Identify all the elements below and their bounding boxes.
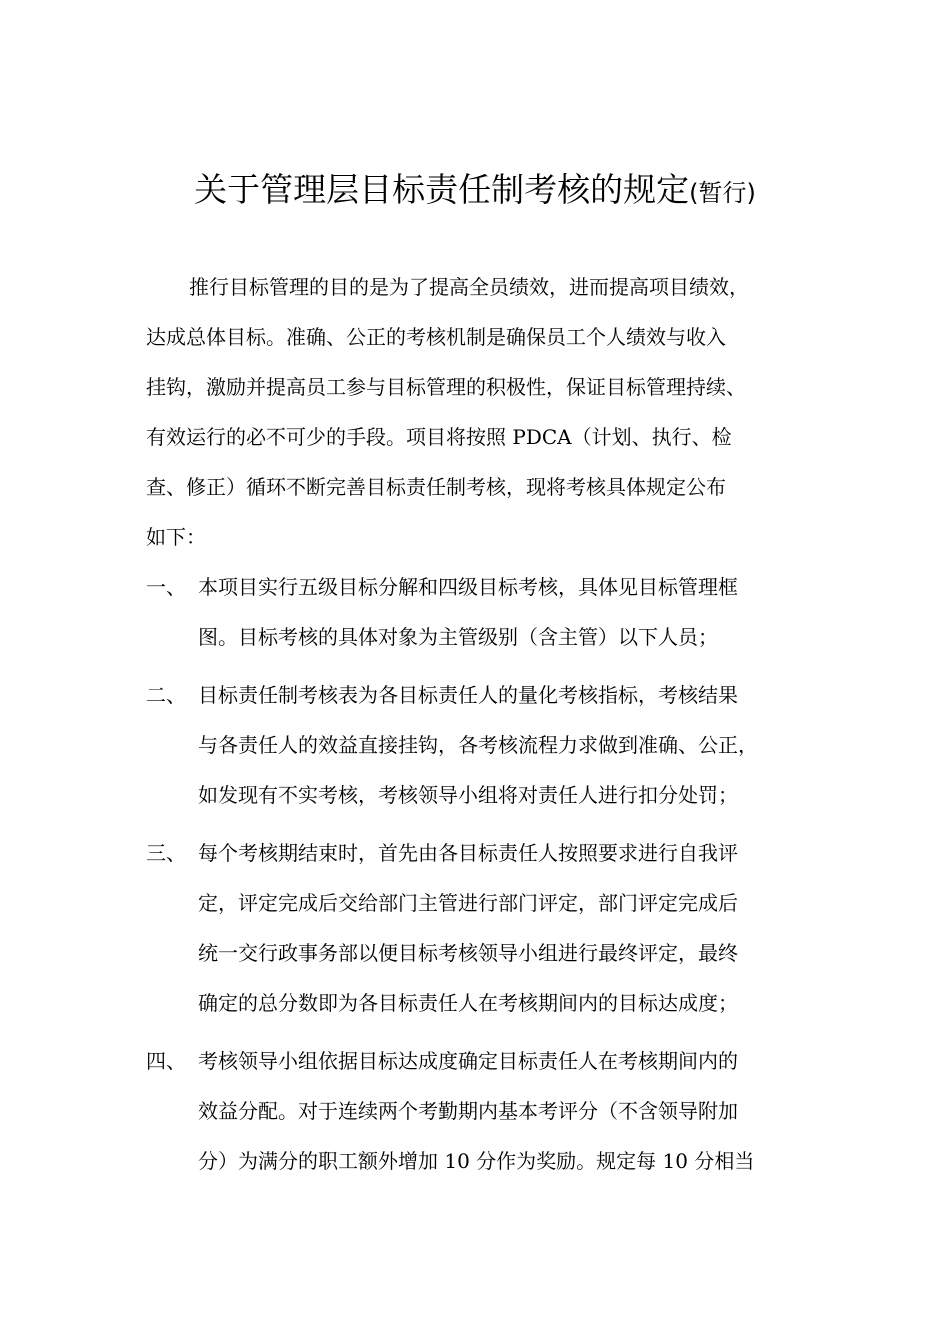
intro-line: 挂钩，激励并提高员工参与目标管理的积极性，保证目标管理持续、 (146, 375, 746, 399)
numbered-list (146, 562, 826, 1186)
document-title-suffix: (暂行) (689, 179, 756, 207)
list-item-line: 每个考核期结束时，首先由各目标责任人按照要求进行自我评 (198, 841, 738, 865)
intro-line: 有效运行的必不可少的手段。项目将按照 PDCA（计划、执行、检 (146, 425, 732, 449)
list-item-content (198, 562, 826, 662)
intro-line: 推行目标管理的目的是为了提高全员绩效，进而提高项目绩效， (189, 275, 749, 299)
intro-paragraph (146, 262, 818, 562)
list-item-marker: 四、 (146, 1049, 186, 1073)
list-item-content (198, 670, 826, 820)
intro-line: 如下： (146, 525, 206, 549)
list-item-line: 与各责任人的效益直接挂钩，各考核流程力求做到准确、公正， (198, 733, 758, 757)
list-item-line: 图。目标考核的具体对象为主管级别（含主管）以下人员； (198, 625, 718, 649)
list-item-content (198, 1036, 826, 1186)
list-item (146, 562, 826, 662)
intro-line: 查、修正）循环不断完善目标责任制考核，现将考核具体规定公布 (146, 475, 726, 499)
list-item-line: 分）为满分的职工额外增加 10 分作为奖励。规定每 10 分相当 (198, 1149, 755, 1173)
list-item-marker: 一、 (146, 575, 186, 599)
document-title (0, 160, 950, 223)
list-item-line: 本项目实行五级目标分解和四级目标考核，具体见目标管理框 (198, 575, 738, 599)
list-item-line: 目标责任制考核表为各目标责任人的量化考核指标，考核结果 (198, 683, 738, 707)
list-item (146, 670, 826, 820)
list-item-marker: 二、 (146, 683, 186, 707)
list-item (146, 1036, 826, 1186)
intro-line: 达成总体目标。准确、公正的考核机制是确保员工个人绩效与收入 (146, 325, 726, 349)
list-item-line: 如发现有不实考核，考核领导小组将对责任人进行扣分处罚； (198, 783, 738, 807)
list-item-line: 定，评定完成后交给部门主管进行部门评定，部门评定完成后 (198, 891, 738, 915)
list-item (146, 828, 826, 1028)
list-item-line: 效益分配。对于连续两个考勤期内基本考评分（不含领导附加 (198, 1099, 738, 1123)
list-item-line: 考核领导小组依据目标达成度确定目标责任人在考核期间内的 (198, 1049, 738, 1073)
document-title-text: 关于管理层目标责任制考核的规定 (194, 170, 690, 209)
list-item-marker: 三、 (146, 841, 186, 865)
list-item-line: 统一交行政事务部以便目标考核领导小组进行最终评定，最终 (198, 941, 738, 965)
list-item-line: 确定的总分数即为各目标责任人在考核期间内的目标达成度； (198, 991, 738, 1015)
list-item-content (198, 828, 826, 1028)
